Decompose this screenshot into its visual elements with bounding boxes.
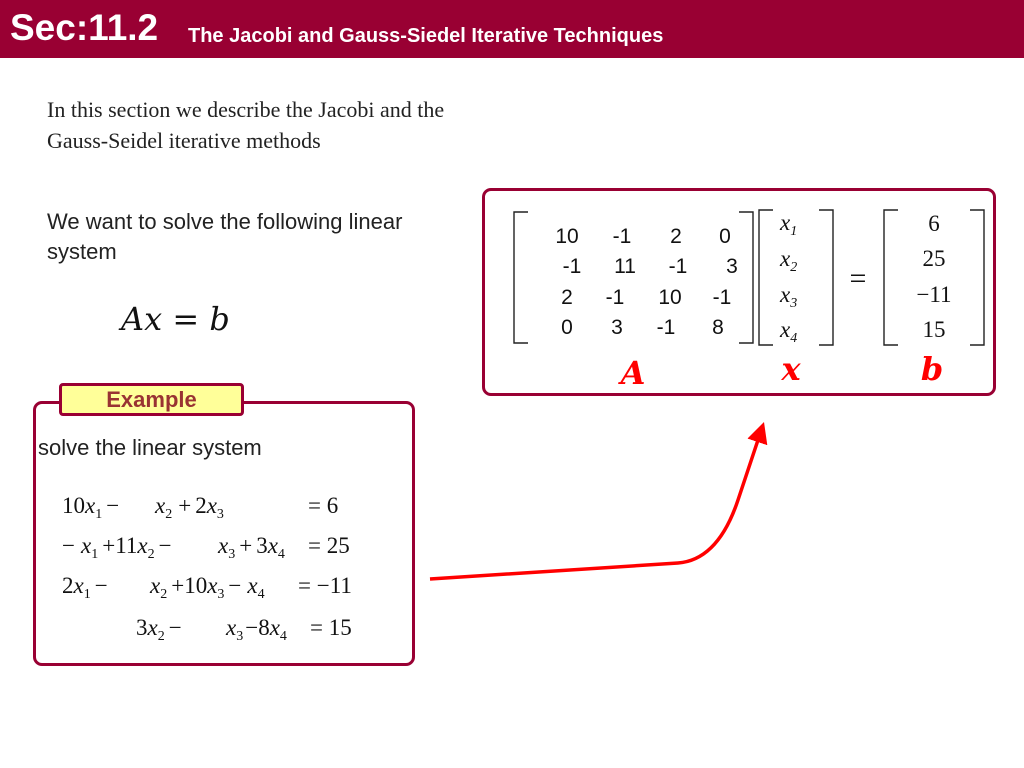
label-b: b [920,350,944,388]
b-1: 6 [928,211,940,236]
x-var: x [780,317,791,342]
svg-text:x3 [779,282,797,311]
a-23: -1 [668,255,688,278]
a-44: 8 [712,316,724,339]
x-var: x [780,210,791,235]
x-sub: 4 [790,331,798,346]
a-22: 11 [614,255,636,278]
vector-b [916,211,951,342]
a-43: -1 [656,316,676,339]
x-sub: 3 [790,296,798,311]
intro-text: In this section we describe the Jacobi and the Gauss-Seidel iterative methods [47,97,445,153]
label-a: A [620,354,646,392]
equation-rhs: = 25 [308,533,350,558]
a-31: 2 [561,286,573,309]
equation-ax-b: Ax = b [121,300,230,338]
section-number: Sec:11.2 [10,7,159,48]
equation-row: $x_2 + 2x_3$ [155,493,224,522]
equation-row: $10x_1$ − [62,493,120,522]
a-42: 3 [611,316,623,339]
equals-sign: = [849,262,867,295]
equation-row: $x_3 + 3x_4$ [218,533,285,562]
linear-system-text: We want to solve the following linear system [47,209,403,264]
label-x: x [781,350,801,388]
x-var: x [780,282,791,307]
a-13: 2 [670,225,682,248]
a-14: 0 [719,225,731,248]
a-32: -1 [605,286,625,309]
a-11: 10 [555,225,579,248]
equation-rhs: = 6 [308,493,339,518]
x-sub: 2 [790,260,798,275]
matrix-a [555,225,738,339]
svg-text:x4 [779,317,797,346]
a-41: 0 [561,316,573,339]
equation-row: $x_3-8x_4$ [226,615,287,644]
x-var: x [780,246,791,271]
a-12: -1 [612,225,632,248]
svg-text:x2 [779,246,797,275]
vector-x [779,210,797,346]
equation-row: − $x_1 +11x_2$ − [62,533,172,562]
example-tab: Example [59,383,244,416]
slide-title: The Jacobi and Gauss-Siedel Iterative Techniques [188,25,664,47]
svg-text:x1 [779,210,797,239]
x-sub: 1 [790,224,798,239]
example-equations [62,493,352,644]
a-34: -1 [712,286,732,309]
a-24: 3 [726,255,738,278]
equation-row: $3x_2$ − [136,615,182,644]
b-2: 25 [922,246,946,271]
a-21: -1 [562,255,582,278]
b-4: 15 [922,317,946,342]
a-33: 10 [658,286,682,309]
equation-rhs: = 15 [310,615,352,640]
b-3: −11 [916,282,952,307]
equation-rhs: = −11 [298,573,352,598]
red-arrow [430,428,762,579]
equation-row: $2x_1$ − [62,573,108,602]
example-prompt: solve the linear system [38,435,262,460]
equation-row: $x_2 +10x_3 - x_4$ [150,573,265,602]
